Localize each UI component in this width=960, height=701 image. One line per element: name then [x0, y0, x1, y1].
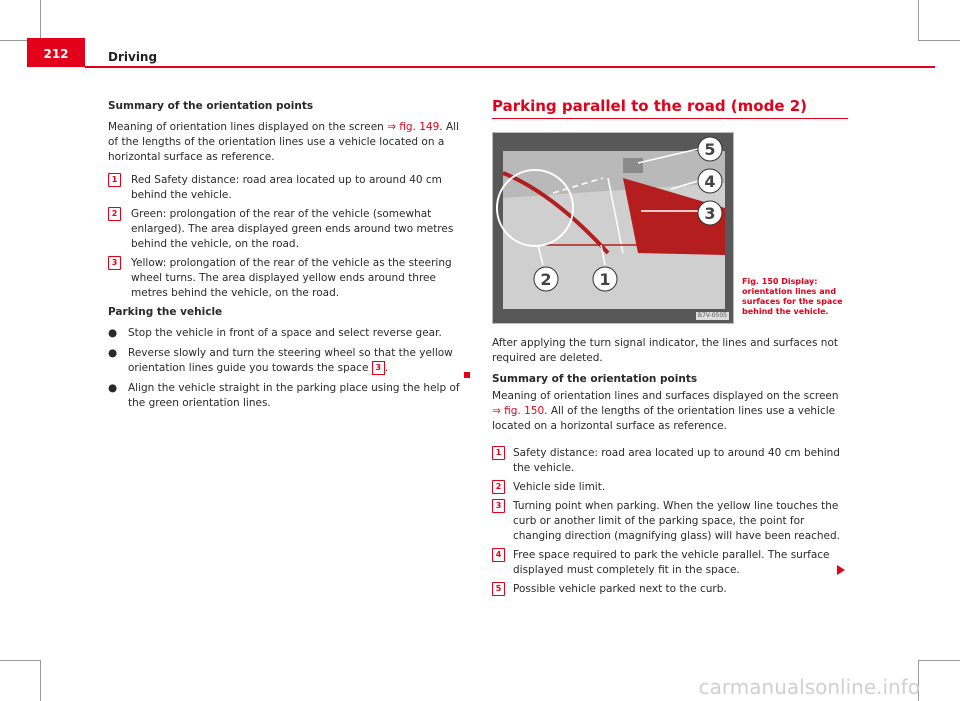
number-badge: 2 [492, 480, 505, 494]
number-badge: 3 [108, 256, 121, 270]
crop-mark [0, 660, 40, 661]
section-title: Parking parallel to the road (mode 2) [492, 97, 808, 115]
right-intro-text-end: . All of the lengths of the orientation lines use a vehicle located on a horizontal surface as reference. [492, 405, 836, 432]
running-title: Driving [108, 50, 158, 64]
fig-150-link[interactable]: ⇒ fig. 150 [492, 405, 545, 417]
list-item [108, 256, 464, 301]
right-column [492, 336, 848, 601]
header-rule [85, 66, 935, 68]
fig-149-link[interactable]: ⇒ fig. 149 [387, 121, 440, 133]
bullet-dot: ● [108, 347, 118, 359]
bullet-dot: ● [108, 382, 118, 394]
svg-text:5: 5 [704, 140, 716, 159]
list-item [492, 548, 848, 578]
bullet-item [108, 346, 464, 376]
list-item [492, 499, 848, 544]
bullet-text-end: . [384, 362, 389, 374]
bullet-text: Stop the vehicle in front of a space and select reverse gear. [128, 327, 442, 339]
crop-mark [918, 660, 960, 661]
list-item-text: Turning point when parking. When the yellow line touches the curb or another limit of the parking space, the point for changing direction (magnifying glass) will have been reached. [513, 500, 841, 542]
svg-text:1: 1 [599, 270, 611, 289]
callout-1 [593, 267, 617, 291]
figure-code: B7V-0505 [697, 312, 727, 319]
crop-mark [918, 0, 919, 40]
callout-4 [698, 169, 722, 193]
right-para: After applying the turn signal indicator, the lines and surfaces not required are deleted. [492, 337, 839, 364]
left-intro [108, 120, 464, 165]
callout-5 [698, 137, 722, 161]
page-number-box [27, 38, 85, 67]
parking-heading: Parking the vehicle [108, 306, 223, 318]
svg-text:4: 4 [704, 172, 716, 191]
right-intro [492, 389, 848, 434]
list-item-text: Yellow: prolongation of the rear of the vehicle as the steering wheel turns. The area displayed yellow ends around three metres behind the vehicle, on the road. [131, 257, 452, 299]
crop-mark [40, 0, 41, 40]
bullet-item [108, 381, 464, 411]
number-badge: 5 [492, 582, 505, 596]
continue-arrow-icon [837, 565, 845, 575]
list-item [108, 207, 464, 252]
bullet-dot: ● [108, 327, 118, 339]
crop-mark [40, 660, 41, 701]
number-badge: 1 [108, 173, 121, 187]
figure-150-rear-camera [492, 132, 734, 324]
left-intro-text: Meaning of orientation lines displayed on the screen [108, 121, 388, 133]
bullet-text: Align the vehicle straight in the parking place using the help of the green orientation lines. [128, 382, 460, 409]
left-heading: Summary of the orientation points [108, 100, 314, 112]
left-column [108, 99, 464, 416]
list-item-text: Green: prolongation of the rear of the vehicle (somewhat enlarged). The area displayed green ends around two metres behind the vehicle, on the road. [131, 208, 454, 250]
number-badge: 1 [492, 446, 505, 460]
list-item-text: Possible vehicle parked next to the curb. [513, 583, 727, 595]
rear-camera-illustration [493, 133, 733, 323]
page-number: 212 [43, 47, 69, 61]
figure-caption: Fig. 150 Display: orientation lines and surfaces for the space behind the vehicle. [742, 277, 843, 316]
right-heading: Summary of the orientation points [492, 373, 698, 385]
list-item-text: Safety distance: road area located up to around 40 cm behind the vehicle. [513, 447, 840, 474]
section-rule [492, 118, 848, 119]
svg-text:2: 2 [540, 270, 552, 289]
list-item-text: Vehicle side limit. [513, 481, 606, 493]
section-end-marker [464, 372, 470, 378]
number-badge: 4 [492, 548, 505, 562]
crop-mark [918, 40, 960, 41]
number-badge: 3 [372, 361, 385, 375]
left-intro-text-end: . All of the lengths of the orientation lines use a vehicle located on a horizontal surface as reference. [108, 121, 459, 163]
watermark: carmanualsonline.info [698, 675, 920, 699]
list-item [492, 582, 848, 597]
number-badge: 2 [108, 207, 121, 221]
list-item-text: Free space required to park the vehicle parallel. The surface displayed must completely fit in the space. [513, 549, 830, 576]
callout-3 [698, 201, 722, 225]
callout-2 [534, 267, 558, 291]
list-item [108, 173, 464, 203]
number-badge: 3 [492, 499, 505, 513]
list-item [492, 480, 848, 495]
list-item [492, 446, 848, 476]
bullet-item [108, 326, 464, 341]
bullet-text: Reverse slowly and turn the steering wheel so that the yellow orientation lines guide you towards the space [128, 347, 453, 374]
right-intro-text: Meaning of orientation lines and surfaces displayed on the screen [492, 390, 839, 402]
svg-text:3: 3 [704, 204, 716, 223]
list-item-text: Red Safety distance: road area located up to around 40 cm behind the vehicle. [131, 174, 442, 201]
